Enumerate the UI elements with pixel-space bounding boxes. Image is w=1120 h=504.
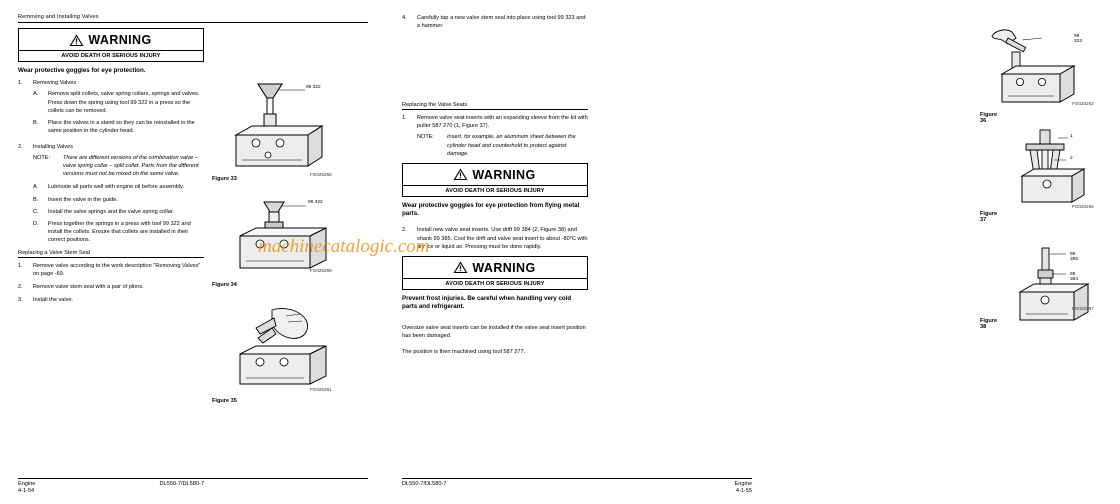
figure-33-code: FG020258: [310, 172, 332, 177]
list-marker: 2.: [18, 284, 23, 291]
footer-model: DL550-7/DL580-7: [402, 481, 447, 487]
list-marker: A.: [33, 91, 39, 98]
header-divider: [18, 22, 368, 23]
list-text: Removing Valves: [33, 80, 77, 87]
list-text: Press together the springs in a press with tool 99 322 and install the collets. Ensure that collets are installed in their correct positions.: [48, 220, 191, 243]
footer-row: [18, 481, 368, 494]
list-item: [33, 183, 204, 191]
figure-33-image: [212, 80, 362, 172]
note-text: Insert, for example, an aluminum sheet between the cylinder head and counterhold to protect against damage.: [447, 134, 576, 157]
list-text: Installing Valves: [33, 144, 74, 151]
warning-subtitle: AVOID DEATH OR SERIOUS INJURY: [19, 50, 203, 61]
footer-divider: [18, 478, 368, 479]
figure-38-tool-label-1: 99 385: [1070, 252, 1079, 262]
subsection-title: Replacing a Valve Stem Seal: [18, 250, 91, 257]
warning-heading: [19, 29, 203, 50]
figure-36-caption: Figure 36: [980, 112, 998, 124]
footer-row: [402, 481, 752, 494]
figure-34-caption: Figure 34: [212, 282, 237, 288]
list-item: [18, 296, 204, 304]
figure-36-tool-label: 99 323: [1074, 34, 1083, 44]
figure-36-code: FG020262: [1072, 101, 1094, 106]
note-text: There are different versions of the combination valve – valve spring collar – split collet. Parts from the different versions must not be mixed on the same valve.: [63, 155, 199, 178]
warning-heading: [403, 257, 587, 278]
warning-box-goggles: [18, 28, 204, 62]
list-item: [18, 283, 204, 291]
seats-list: [402, 114, 588, 158]
install-list: [402, 226, 588, 250]
warning-box-frost: [402, 256, 588, 290]
left-footer: [18, 478, 368, 494]
list-marker: 4.: [402, 15, 407, 21]
figure-37-label-2: 2: [1070, 156, 1073, 161]
list-marker: 3.: [18, 297, 23, 304]
warning-word: WARNING: [472, 167, 536, 182]
left-page-header: Removing and Installing Valves: [18, 14, 99, 20]
list-marker: 2.: [402, 227, 407, 234]
list-text: Carefully tap a new valve stem seal into place using tool 99 323 and a hammer.: [417, 15, 586, 30]
figure-35-caption: Figure 35: [212, 398, 237, 404]
list-text: Place the valves in a stand so they can be reinstalled in the same position in the cylinder head.: [48, 119, 195, 134]
subsection-divider: [18, 257, 204, 258]
list-marker: B.: [33, 196, 39, 203]
figure-35-code: FG020261: [310, 387, 332, 392]
warning-body-text: Wear protective goggles for eye protection from flying metal parts.: [402, 201, 580, 218]
right-page: [384, 0, 1094, 504]
list-text: Remove valve according to the work description "Removing Valves" on page -69.: [33, 263, 201, 278]
list-text: Install new valve seat inserts. Use drift 99 384 (2, Figure 38) and shank 99 385. Cool the drift and valve seat insert to about -80°C with dry ice or liquid air. Pressing must be done rapidly.: [417, 227, 588, 250]
warning-word: WARNING: [88, 33, 152, 47]
warning-word: WARNING: [472, 260, 536, 275]
top-list: [402, 14, 588, 30]
list-marker: 1.: [402, 115, 407, 122]
figure-37-image: [1004, 128, 1114, 212]
figure-37-label-1: 1: [1070, 134, 1073, 139]
list-item: [33, 90, 204, 114]
list-item: [33, 119, 204, 135]
figure-37-code: FG020266: [1072, 204, 1094, 209]
figure-36-image: [982, 26, 1102, 112]
closing-paragraph-1: Oversize valve seat inserts can be installed if the valve seat insert position has been damaged.: [402, 324, 586, 339]
list-item: [18, 143, 204, 244]
footer-right-label: Engine: [734, 481, 752, 487]
figure-38-tool-label-2: 99 384: [1070, 272, 1079, 282]
list-item: [33, 208, 204, 216]
footer-page-number: 4-1-55: [735, 488, 752, 494]
figure-38-caption: Figure 38: [980, 318, 998, 330]
closing-paragraph-2: The position is then machined using tool 587 277.: [402, 348, 526, 355]
footer-left-label: Engine: [18, 481, 36, 487]
list-item: [402, 14, 588, 30]
warning-body-text: Wear protective goggles for eye protection.: [18, 67, 146, 74]
list-text: Install the valve springs and the valve spring collar.: [48, 208, 174, 215]
warning-triangle-icon: [454, 262, 467, 273]
list-text: Lubricate all parts well with engine oil before assembly.: [48, 184, 185, 191]
note-label: NOTE:: [33, 155, 51, 162]
list-text: Remove valve stem seal with a pair of pliers.: [33, 284, 144, 291]
watermark: machinecatalogic.com: [258, 236, 430, 257]
list-marker: 1.: [18, 80, 23, 87]
list-text: Insert the valve in the guide.: [48, 196, 118, 203]
list-marker: D.: [33, 220, 39, 227]
warning-box-flying-parts: [402, 163, 588, 197]
list-text: Remove split collets, valve spring collars, springs and valves. Press down the spring using tool 99 322 in a press so the collets can be removed.: [48, 91, 200, 114]
list-text: Install the valve.: [33, 297, 74, 304]
list-item: [18, 79, 204, 135]
figure-34-code: FG020259: [310, 268, 332, 273]
figure-37-caption: Figure 37: [980, 211, 998, 223]
warning-triangle-icon: [70, 35, 83, 46]
subsection-divider: [402, 109, 588, 110]
figure-35-image: [214, 302, 364, 394]
note-label: NOTE:: [417, 134, 435, 141]
list-marker: 1.: [18, 263, 23, 270]
warning-triangle-icon: [454, 169, 467, 180]
warning-heading: [403, 164, 587, 185]
warning-body-text: Prevent frost injuries. Be careful when handling very cold parts and refrigerant.: [402, 294, 572, 311]
footer-divider: [402, 478, 752, 479]
note-block: [417, 133, 588, 157]
list-item: [402, 114, 588, 158]
list-item: [18, 262, 204, 278]
stem-seal-list: [18, 262, 204, 304]
warning-subtitle: AVOID DEATH OR SERIOUS INJURY: [403, 278, 587, 289]
list-item: [33, 196, 204, 204]
figure-34-tool-label: 99 322: [308, 200, 323, 205]
right-footer: [402, 478, 752, 494]
subsection-title-seats: Replacing the Valve Seats: [402, 102, 468, 109]
note-block: [33, 154, 204, 178]
list-marker: A.: [33, 184, 39, 191]
figure-38-code: FG020267: [1072, 306, 1094, 311]
figure-38-image: [1004, 246, 1120, 330]
figure-33-caption: Figure 33: [212, 176, 237, 182]
footer-page-number: 4-1-54: [18, 488, 35, 494]
sub-list: [33, 90, 204, 135]
warning-subtitle: AVOID DEATH OR SERIOUS INJURY: [403, 185, 587, 196]
footer-model: DL550-7/DL580-7: [159, 481, 204, 487]
sub-list: [33, 183, 204, 244]
figure-33-tool-label: 99 322: [306, 85, 321, 90]
procedure-list: [18, 79, 204, 244]
list-item: [33, 220, 204, 244]
list-marker: 2.: [18, 144, 23, 151]
list-text: Remove valve seat inserts with an expanding sleeve from the kit with puller 587 270 (1, Figure 37).: [417, 115, 588, 130]
list-marker: C.: [33, 208, 39, 215]
list-marker: B.: [33, 119, 39, 126]
list-item: [402, 226, 588, 250]
